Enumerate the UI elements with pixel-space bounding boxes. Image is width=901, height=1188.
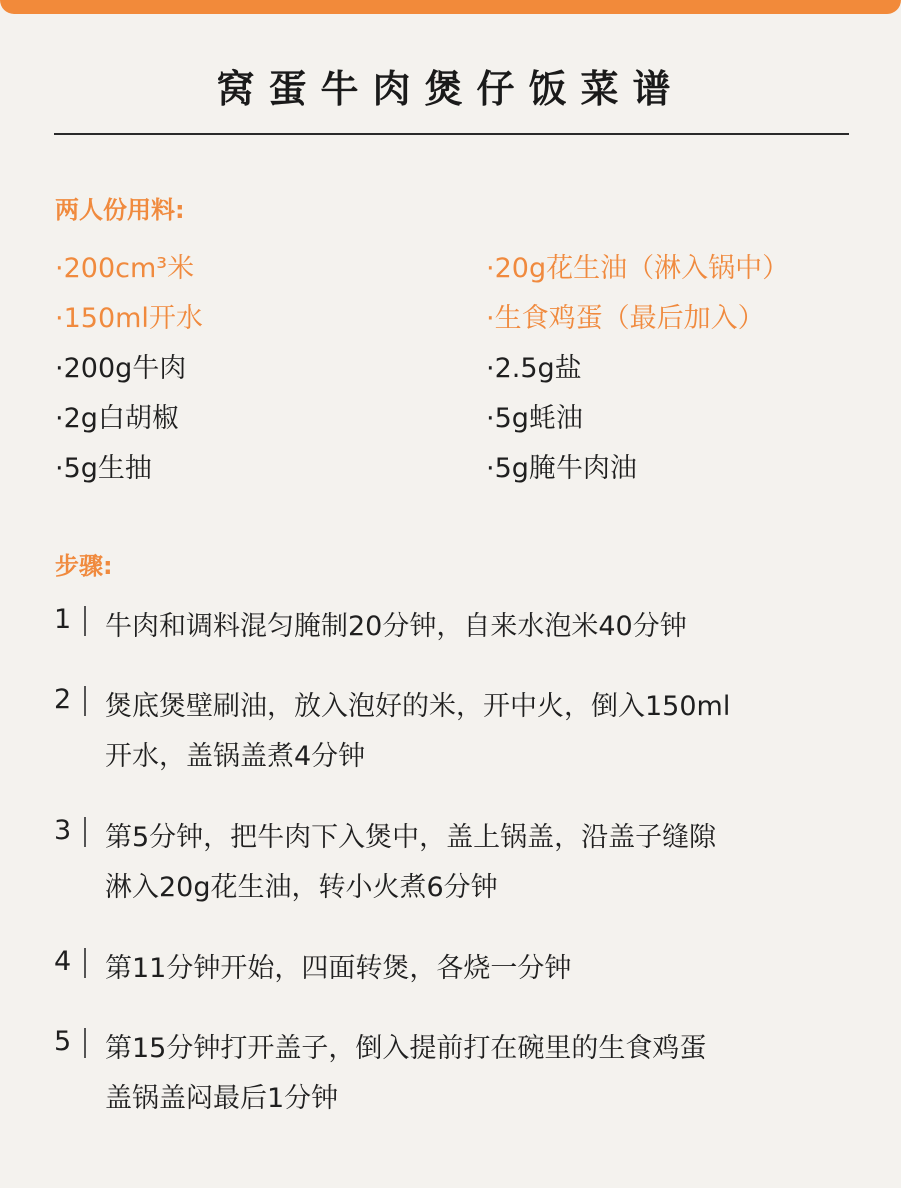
step-text: 开水，盖锅盖煮4分钟 — [105, 741, 366, 772]
step-number: 1 — [54, 604, 72, 635]
steps-label: 步骤: — [55, 552, 113, 580]
ingredient-item: ·20g花生油（淋入锅中） — [486, 253, 790, 284]
step-text: 淋入20g花生油，转小火煮6分钟 — [105, 872, 498, 903]
step-number: 4 — [54, 946, 72, 977]
step-number: 5 — [54, 1026, 72, 1057]
ingredient-item: ·200cm³米 — [55, 253, 195, 284]
title-divider — [54, 133, 849, 135]
step-text: 第5分钟，把牛肉下入煲中，盖上锅盖，沿盖子缝隙 — [105, 822, 717, 853]
step-number: 3 — [54, 815, 72, 846]
ingredient-item: ·5g腌牛肉油 — [486, 453, 637, 484]
top-accent-bar — [0, 0, 901, 14]
step-text: 盖锅盖闷最后1分钟 — [105, 1083, 339, 1114]
ingredient-item: ·5g生抽 — [55, 453, 152, 484]
step-divider — [84, 948, 86, 978]
step-divider — [84, 1028, 86, 1058]
step-divider — [84, 817, 86, 847]
step-text: 牛肉和调料混匀腌制20分钟，自来水泡米40分钟 — [105, 611, 687, 642]
ingredient-item: ·生食鸡蛋（最后加入） — [486, 303, 765, 334]
ingredient-item: ·5g蚝油 — [486, 403, 583, 434]
ingredient-item: ·150ml开水 — [55, 303, 203, 334]
step-number: 2 — [54, 684, 72, 715]
ingredients-label: 两人份用料: — [55, 196, 185, 224]
step-text: 第15分钟打开盖子，倒入提前打在碗里的生食鸡蛋 — [105, 1033, 707, 1064]
step-text: 第11分钟开始，四面转煲，各烧一分钟 — [105, 953, 572, 984]
ingredient-item: ·2g白胡椒 — [55, 403, 179, 434]
page-title: 窝蛋牛肉煲仔饭菜谱 — [216, 67, 685, 111]
ingredient-item: ·200g牛肉 — [55, 353, 187, 384]
step-divider — [84, 606, 86, 636]
ingredient-item: ·2.5g盐 — [486, 353, 582, 384]
step-divider — [84, 686, 86, 716]
step-text: 煲底煲壁刷油，放入泡好的米，开中火，倒入150ml — [105, 691, 731, 722]
